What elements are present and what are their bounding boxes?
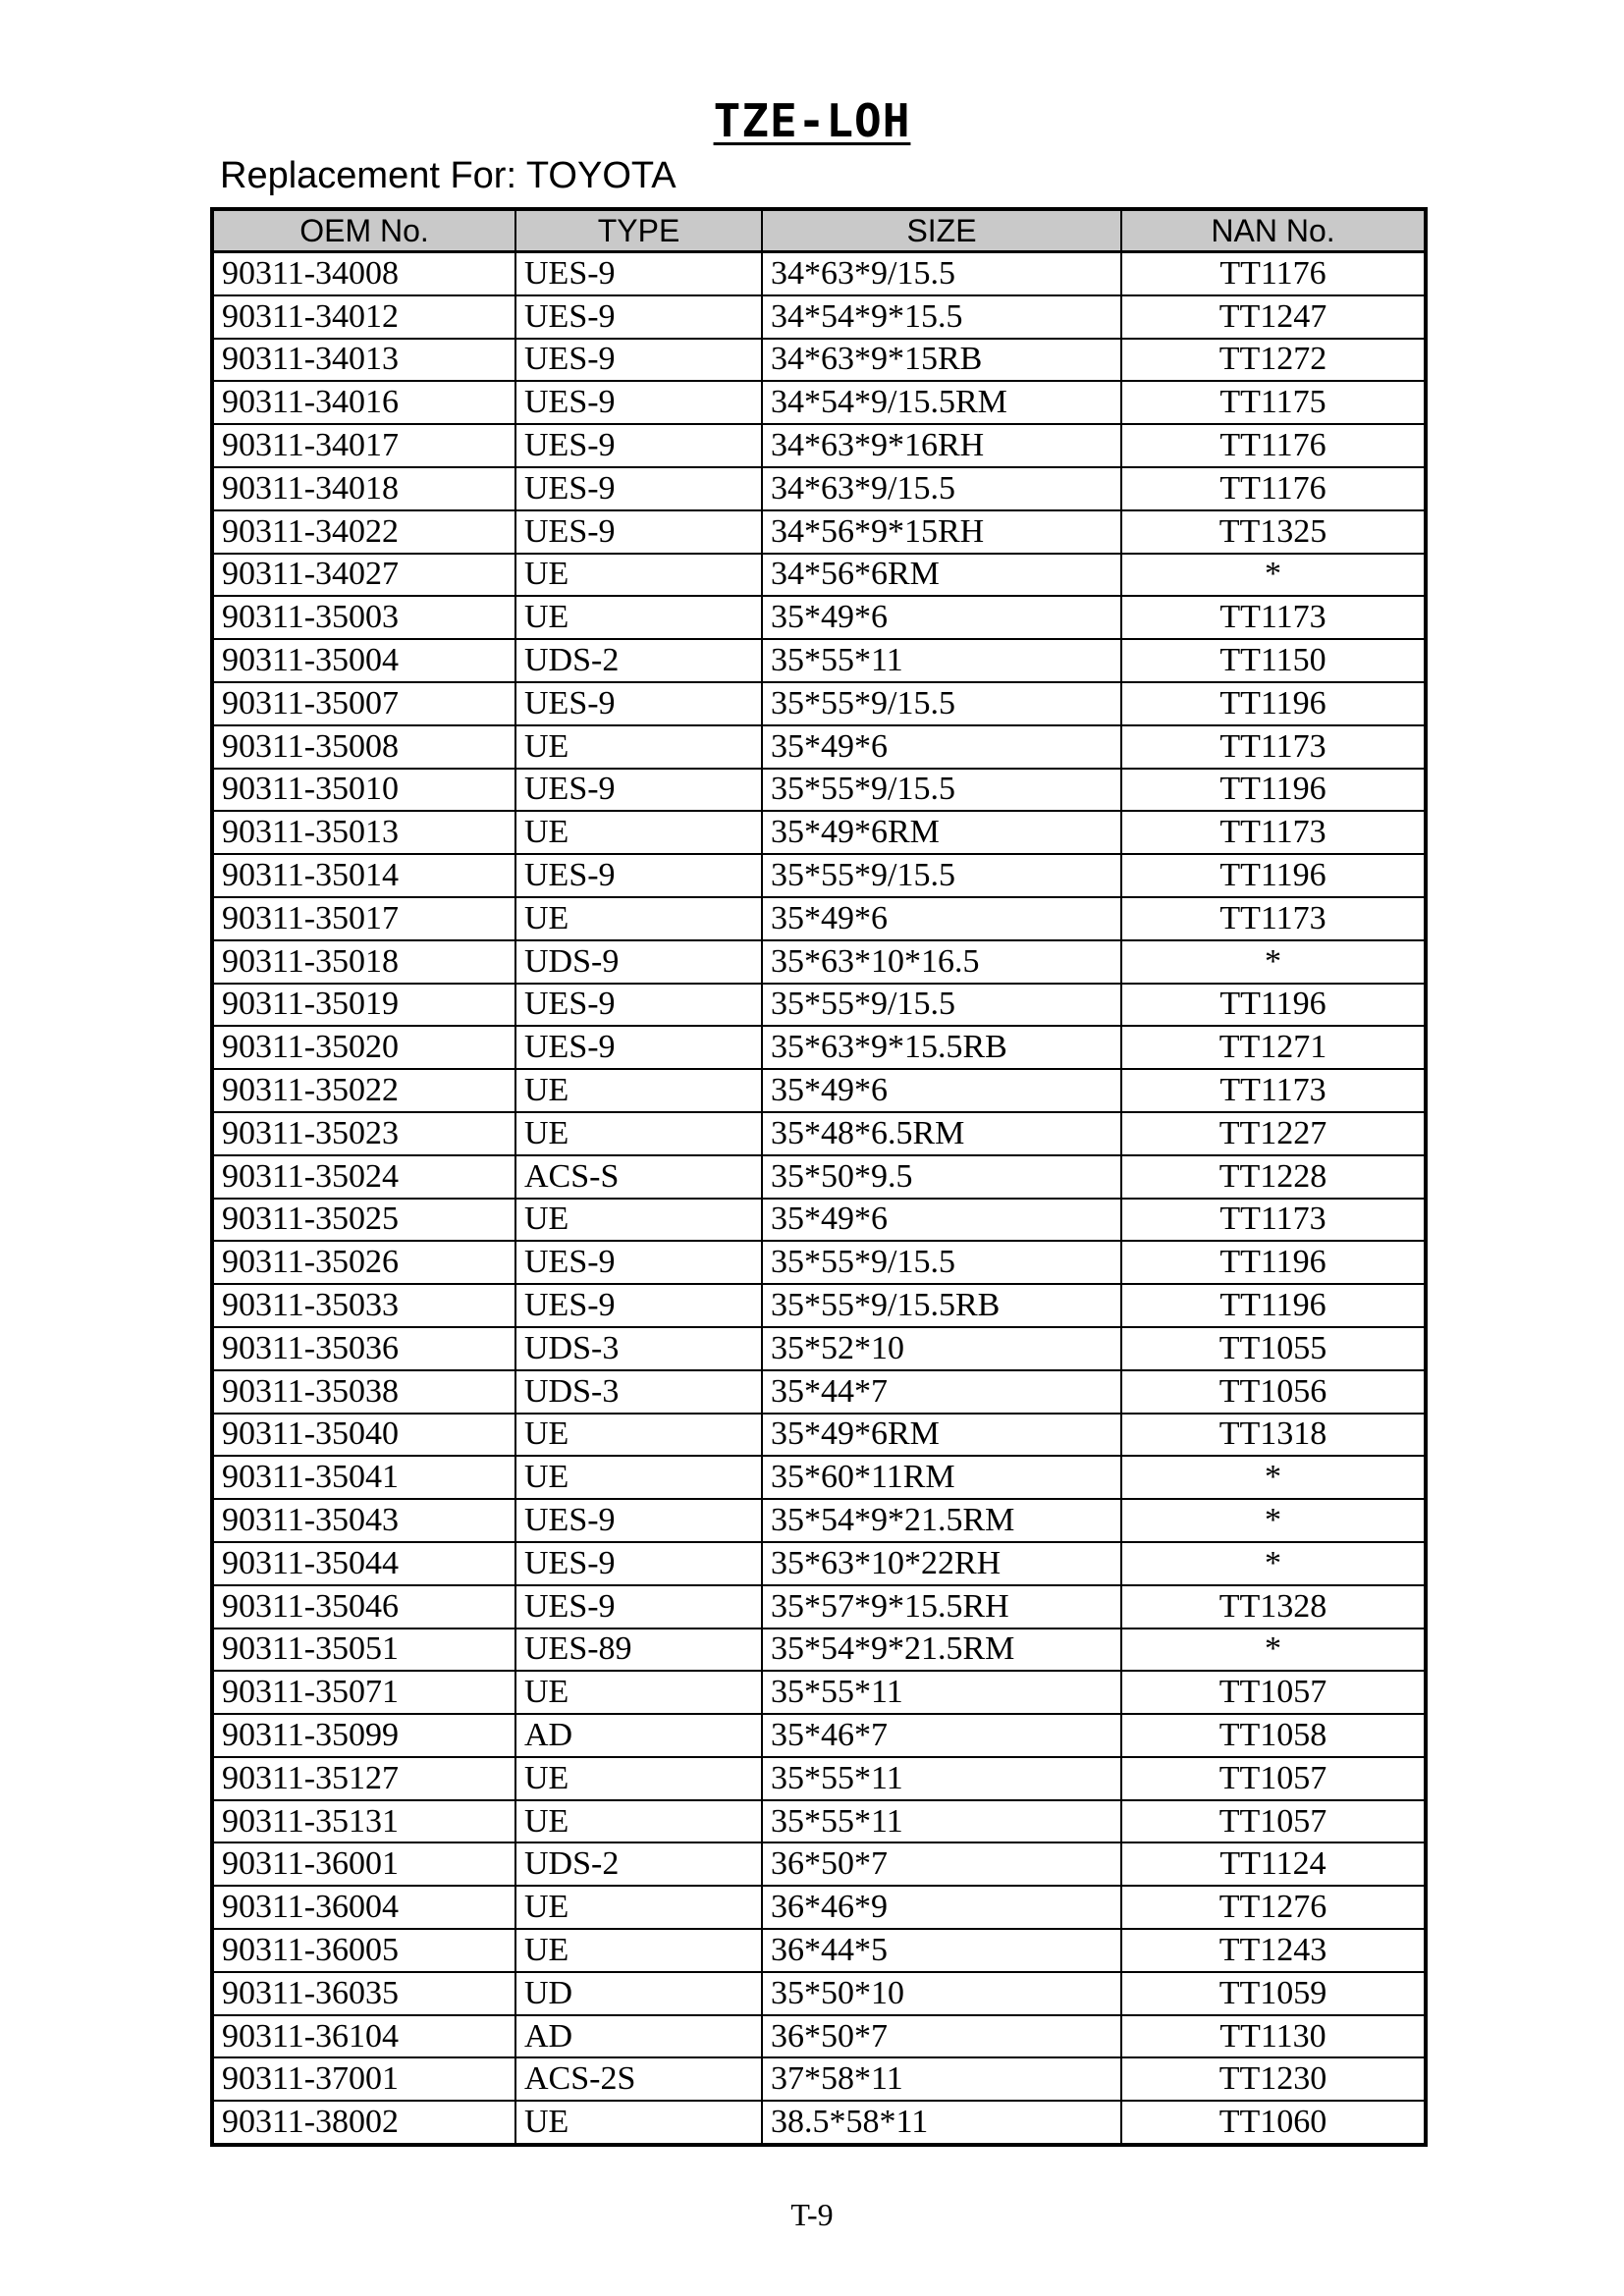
cell-type: UES-9 <box>515 854 762 897</box>
cell-oem-no: 90311-37001 <box>212 2057 515 2101</box>
cell-size: 35*50*9.5 <box>762 1155 1121 1199</box>
cell-nan-no: TT1243 <box>1121 1929 1426 1972</box>
cell-nan-no: TT1328 <box>1121 1585 1426 1629</box>
cell-size: 35*55*9/15.5 <box>762 984 1121 1027</box>
cell-oem-no: 90311-34027 <box>212 554 515 597</box>
cell-type: UES-9 <box>515 295 762 339</box>
cell-type: UE <box>515 1112 762 1155</box>
cell-size: 35*63*10*16.5 <box>762 940 1121 984</box>
cell-size: 35*49*6 <box>762 1069 1121 1112</box>
table-row <box>212 1414 1426 1457</box>
cell-nan-no: TT1276 <box>1121 1886 1426 1929</box>
table-row <box>212 2057 1426 2101</box>
cell-size: 35*49*6 <box>762 897 1121 940</box>
cell-type: UE <box>515 1199 762 1242</box>
cell-oem-no: 90311-35033 <box>212 1284 515 1327</box>
cell-nan-no: TT1124 <box>1121 1842 1426 1886</box>
table-row <box>212 510 1426 554</box>
table-row <box>212 1069 1426 1112</box>
cell-oem-no: 90311-34016 <box>212 381 515 424</box>
page-title <box>0 94 1624 147</box>
table-row <box>212 725 1426 769</box>
cell-size: 35*55*9/15.5 <box>762 854 1121 897</box>
table-row <box>212 940 1426 984</box>
cell-type: UE <box>515 1886 762 1929</box>
table-row <box>212 252 1426 295</box>
table-row <box>212 811 1426 854</box>
table-row <box>212 2015 1426 2058</box>
cell-type: UE <box>515 811 762 854</box>
replacement-subtitle: Replacement For: TOYOTA <box>220 155 677 196</box>
cell-nan-no: TT1325 <box>1121 510 1426 554</box>
cell-size: 35*63*10*22RH <box>762 1542 1121 1585</box>
cell-nan-no: TT1318 <box>1121 1414 1426 1457</box>
cell-oem-no: 90311-34008 <box>212 252 515 295</box>
cell-oem-no: 90311-35004 <box>212 639 515 682</box>
cell-size: 34*63*9*15RB <box>762 339 1121 382</box>
table-row <box>212 1026 1426 1069</box>
cell-size: 35*55*9/15.5 <box>762 1241 1121 1284</box>
cell-nan-no: TT1130 <box>1121 2015 1426 2058</box>
cell-oem-no: 90311-35023 <box>212 1112 515 1155</box>
cell-size: 36*44*5 <box>762 1929 1121 1972</box>
cell-nan-no: TT1173 <box>1121 596 1426 639</box>
cell-nan-no: TT1196 <box>1121 769 1426 812</box>
cell-oem-no: 90311-34017 <box>212 424 515 467</box>
cell-type: UE <box>515 725 762 769</box>
cell-type: AD <box>515 2015 762 2058</box>
cell-nan-no: TT1058 <box>1121 1714 1426 1757</box>
cell-oem-no: 90311-35071 <box>212 1671 515 1714</box>
cell-nan-no: TT1057 <box>1121 1757 1426 1800</box>
cell-nan-no: TT1150 <box>1121 639 1426 682</box>
table-row <box>212 381 1426 424</box>
cell-size: 34*54*9*15.5 <box>762 295 1121 339</box>
cell-type: UES-89 <box>515 1629 762 1672</box>
table-row <box>212 1542 1426 1585</box>
header-type: TYPE <box>515 209 762 252</box>
table-row <box>212 1370 1426 1414</box>
header-size: SIZE <box>762 209 1121 252</box>
cell-oem-no: 90311-35018 <box>212 940 515 984</box>
cell-size: 35*55*9/15.5RB <box>762 1284 1121 1327</box>
table-row <box>212 1757 1426 1800</box>
header-nan-no: NAN No. <box>1121 209 1426 252</box>
cell-type: UES-9 <box>515 1499 762 1542</box>
cell-type: UES-9 <box>515 252 762 295</box>
table-row <box>212 1284 1426 1327</box>
table-row <box>212 1972 1426 2015</box>
cell-nan-no: * <box>1121 554 1426 597</box>
table-row <box>212 1714 1426 1757</box>
cell-oem-no: 90311-35014 <box>212 854 515 897</box>
page-title-text: TZE-LOH <box>713 94 911 147</box>
cell-size: 36*50*7 <box>762 2015 1121 2058</box>
cell-size: 35*55*11 <box>762 639 1121 682</box>
cell-type: UDS-9 <box>515 940 762 984</box>
table-row <box>212 1886 1426 1929</box>
cell-size: 35*50*10 <box>762 1972 1121 2015</box>
cell-type: UE <box>515 1800 762 1843</box>
cell-type: UDS-3 <box>515 1370 762 1414</box>
cell-oem-no: 90311-35024 <box>212 1155 515 1199</box>
cell-nan-no: TT1173 <box>1121 811 1426 854</box>
cell-size: 35*48*6.5RM <box>762 1112 1121 1155</box>
cell-size: 35*60*11RM <box>762 1456 1121 1499</box>
cell-type: UE <box>515 1757 762 1800</box>
cell-size: 34*56*9*15RH <box>762 510 1121 554</box>
cell-size: 35*52*10 <box>762 1327 1121 1370</box>
table-row <box>212 984 1426 1027</box>
cell-oem-no: 90311-35008 <box>212 725 515 769</box>
cell-size: 35*54*9*21.5RM <box>762 1499 1121 1542</box>
cell-oem-no: 90311-35007 <box>212 682 515 725</box>
cell-nan-no: TT1230 <box>1121 2057 1426 2101</box>
cell-oem-no: 90311-35043 <box>212 1499 515 1542</box>
cell-nan-no: TT1173 <box>1121 1199 1426 1242</box>
table-row <box>212 854 1426 897</box>
cell-size: 36*50*7 <box>762 1842 1121 1886</box>
cell-nan-no: TT1173 <box>1121 725 1426 769</box>
cell-oem-no: 90311-35022 <box>212 1069 515 1112</box>
cell-size: 35*49*6RM <box>762 1414 1121 1457</box>
cell-oem-no: 90311-34012 <box>212 295 515 339</box>
cell-type: AD <box>515 1714 762 1757</box>
table-row <box>212 1199 1426 1242</box>
cell-size: 35*49*6 <box>762 596 1121 639</box>
table-row <box>212 639 1426 682</box>
table-row <box>212 1800 1426 1843</box>
cell-type: UDS-3 <box>515 1327 762 1370</box>
cell-oem-no: 90311-35020 <box>212 1026 515 1069</box>
cell-oem-no: 90311-36004 <box>212 1886 515 1929</box>
cell-type: UD <box>515 1972 762 2015</box>
table-row <box>212 424 1426 467</box>
table-row <box>212 769 1426 812</box>
cell-oem-no: 90311-35044 <box>212 1542 515 1585</box>
cell-oem-no: 90311-36035 <box>212 1972 515 2015</box>
cell-oem-no: 90311-35099 <box>212 1714 515 1757</box>
cell-size: 34*54*9/15.5RM <box>762 381 1121 424</box>
cell-type: UDS-2 <box>515 639 762 682</box>
table-row <box>212 682 1426 725</box>
cell-nan-no: * <box>1121 1542 1426 1585</box>
cell-size: 34*63*9*16RH <box>762 424 1121 467</box>
cell-size: 36*46*9 <box>762 1886 1121 1929</box>
cell-oem-no: 90311-36104 <box>212 2015 515 2058</box>
table-row <box>212 1155 1426 1199</box>
cell-oem-no: 90311-35046 <box>212 1585 515 1629</box>
cell-size: 35*63*9*15.5RB <box>762 1026 1121 1069</box>
cell-nan-no: TT1228 <box>1121 1155 1426 1199</box>
cell-nan-no: TT1272 <box>1121 339 1426 382</box>
cell-oem-no: 90311-35051 <box>212 1629 515 1672</box>
cell-oem-no: 90311-35019 <box>212 984 515 1027</box>
cell-nan-no: TT1196 <box>1121 1284 1426 1327</box>
cell-nan-no: TT1173 <box>1121 897 1426 940</box>
page-number: T-9 <box>790 2197 834 2232</box>
table-row <box>212 596 1426 639</box>
cell-oem-no: 90311-35036 <box>212 1327 515 1370</box>
cell-oem-no: 90311-36005 <box>212 1929 515 1972</box>
cell-nan-no: TT1173 <box>1121 1069 1426 1112</box>
cell-size: 35*57*9*15.5RH <box>762 1585 1121 1629</box>
cell-oem-no: 90311-38002 <box>212 2101 515 2145</box>
cell-size: 35*46*7 <box>762 1714 1121 1757</box>
cell-type: UES-9 <box>515 424 762 467</box>
cell-oem-no: 90311-35026 <box>212 1241 515 1284</box>
cell-nan-no: TT1196 <box>1121 1241 1426 1284</box>
table-row <box>212 1842 1426 1886</box>
cell-oem-no: 90311-35025 <box>212 1199 515 1242</box>
cell-type: UES-9 <box>515 1241 762 1284</box>
table-row <box>212 339 1426 382</box>
cell-oem-no: 90311-35017 <box>212 897 515 940</box>
cell-type: UE <box>515 554 762 597</box>
header-oem-no: OEM No. <box>212 209 515 252</box>
cell-oem-no: 90311-35041 <box>212 1456 515 1499</box>
cell-nan-no: TT1060 <box>1121 2101 1426 2145</box>
cell-size: 35*55*9/15.5 <box>762 769 1121 812</box>
cell-type: UE <box>515 897 762 940</box>
cell-size: 34*56*6RM <box>762 554 1121 597</box>
cell-oem-no: 90311-35003 <box>212 596 515 639</box>
parts-table <box>210 207 1428 2147</box>
cell-size: 38.5*58*11 <box>762 2101 1121 2145</box>
cell-oem-no: 90311-34013 <box>212 339 515 382</box>
cell-type: UE <box>515 1069 762 1112</box>
cell-oem-no: 90311-34022 <box>212 510 515 554</box>
cell-size: 35*49*6 <box>762 1199 1121 1242</box>
table-row <box>212 295 1426 339</box>
cell-nan-no: TT1196 <box>1121 854 1426 897</box>
cell-nan-no: TT1057 <box>1121 1671 1426 1714</box>
cell-type: UES-9 <box>515 467 762 510</box>
cell-type: UES-9 <box>515 1284 762 1327</box>
cell-nan-no: TT1059 <box>1121 1972 1426 2015</box>
cell-oem-no: 90311-35010 <box>212 769 515 812</box>
cell-nan-no: TT1176 <box>1121 467 1426 510</box>
cell-oem-no: 90311-34018 <box>212 467 515 510</box>
cell-nan-no: TT1176 <box>1121 424 1426 467</box>
table-row <box>212 1241 1426 1284</box>
cell-type: UE <box>515 596 762 639</box>
cell-size: 35*54*9*21.5RM <box>762 1629 1121 1672</box>
cell-oem-no: 90311-35131 <box>212 1800 515 1843</box>
table-body <box>212 252 1426 2146</box>
cell-type: UES-9 <box>515 510 762 554</box>
cell-type: UE <box>515 1456 762 1499</box>
cell-oem-no: 90311-35038 <box>212 1370 515 1414</box>
table-row <box>212 1112 1426 1155</box>
table-row <box>212 1671 1426 1714</box>
table-header-row <box>212 209 1426 252</box>
cell-nan-no: TT1056 <box>1121 1370 1426 1414</box>
cell-type: UES-9 <box>515 339 762 382</box>
cell-type: UES-9 <box>515 1585 762 1629</box>
cell-nan-no: TT1055 <box>1121 1327 1426 1370</box>
table-row <box>212 1929 1426 1972</box>
table-row <box>212 1499 1426 1542</box>
table-row <box>212 1456 1426 1499</box>
cell-oem-no: 90311-35013 <box>212 811 515 854</box>
cell-nan-no: TT1271 <box>1121 1026 1426 1069</box>
cell-type: UES-9 <box>515 984 762 1027</box>
cell-nan-no: * <box>1121 1629 1426 1672</box>
cell-size: 35*55*11 <box>762 1671 1121 1714</box>
cell-type: UE <box>515 1414 762 1457</box>
cell-size: 35*55*11 <box>762 1757 1121 1800</box>
cell-nan-no: TT1196 <box>1121 682 1426 725</box>
cell-type: ACS-S <box>515 1155 762 1199</box>
table-row <box>212 897 1426 940</box>
table-row <box>212 554 1426 597</box>
cell-nan-no: TT1175 <box>1121 381 1426 424</box>
cell-oem-no: 90311-36001 <box>212 1842 515 1886</box>
cell-type: UES-9 <box>515 381 762 424</box>
cell-type: UE <box>515 1929 762 1972</box>
cell-size: 35*44*7 <box>762 1370 1121 1414</box>
cell-nan-no: * <box>1121 1456 1426 1499</box>
table-row <box>212 1629 1426 1672</box>
cell-type: UDS-2 <box>515 1842 762 1886</box>
cell-type: UE <box>515 2101 762 2145</box>
cell-oem-no: 90311-35040 <box>212 1414 515 1457</box>
cell-type: UES-9 <box>515 682 762 725</box>
cell-nan-no: TT1247 <box>1121 295 1426 339</box>
cell-nan-no: TT1057 <box>1121 1800 1426 1843</box>
cell-size: 35*55*9/15.5 <box>762 682 1121 725</box>
cell-nan-no: TT1227 <box>1121 1112 1426 1155</box>
cell-type: UE <box>515 1671 762 1714</box>
cell-size: 34*63*9/15.5 <box>762 252 1121 295</box>
cell-size: 35*49*6 <box>762 725 1121 769</box>
cell-size: 34*63*9/15.5 <box>762 467 1121 510</box>
cell-nan-no: * <box>1121 940 1426 984</box>
cell-size: 35*55*11 <box>762 1800 1121 1843</box>
cell-type: UES-9 <box>515 1026 762 1069</box>
table-row <box>212 1585 1426 1629</box>
cell-nan-no: TT1176 <box>1121 252 1426 295</box>
cell-type: UES-9 <box>515 769 762 812</box>
cell-nan-no: TT1196 <box>1121 984 1426 1027</box>
table-row <box>212 467 1426 510</box>
cell-oem-no: 90311-35127 <box>212 1757 515 1800</box>
table-row <box>212 2101 1426 2145</box>
table-row <box>212 1327 1426 1370</box>
cell-type: ACS-2S <box>515 2057 762 2101</box>
cell-type: UES-9 <box>515 1542 762 1585</box>
cell-size: 35*49*6RM <box>762 811 1121 854</box>
cell-nan-no: * <box>1121 1499 1426 1542</box>
cell-size: 37*58*11 <box>762 2057 1121 2101</box>
